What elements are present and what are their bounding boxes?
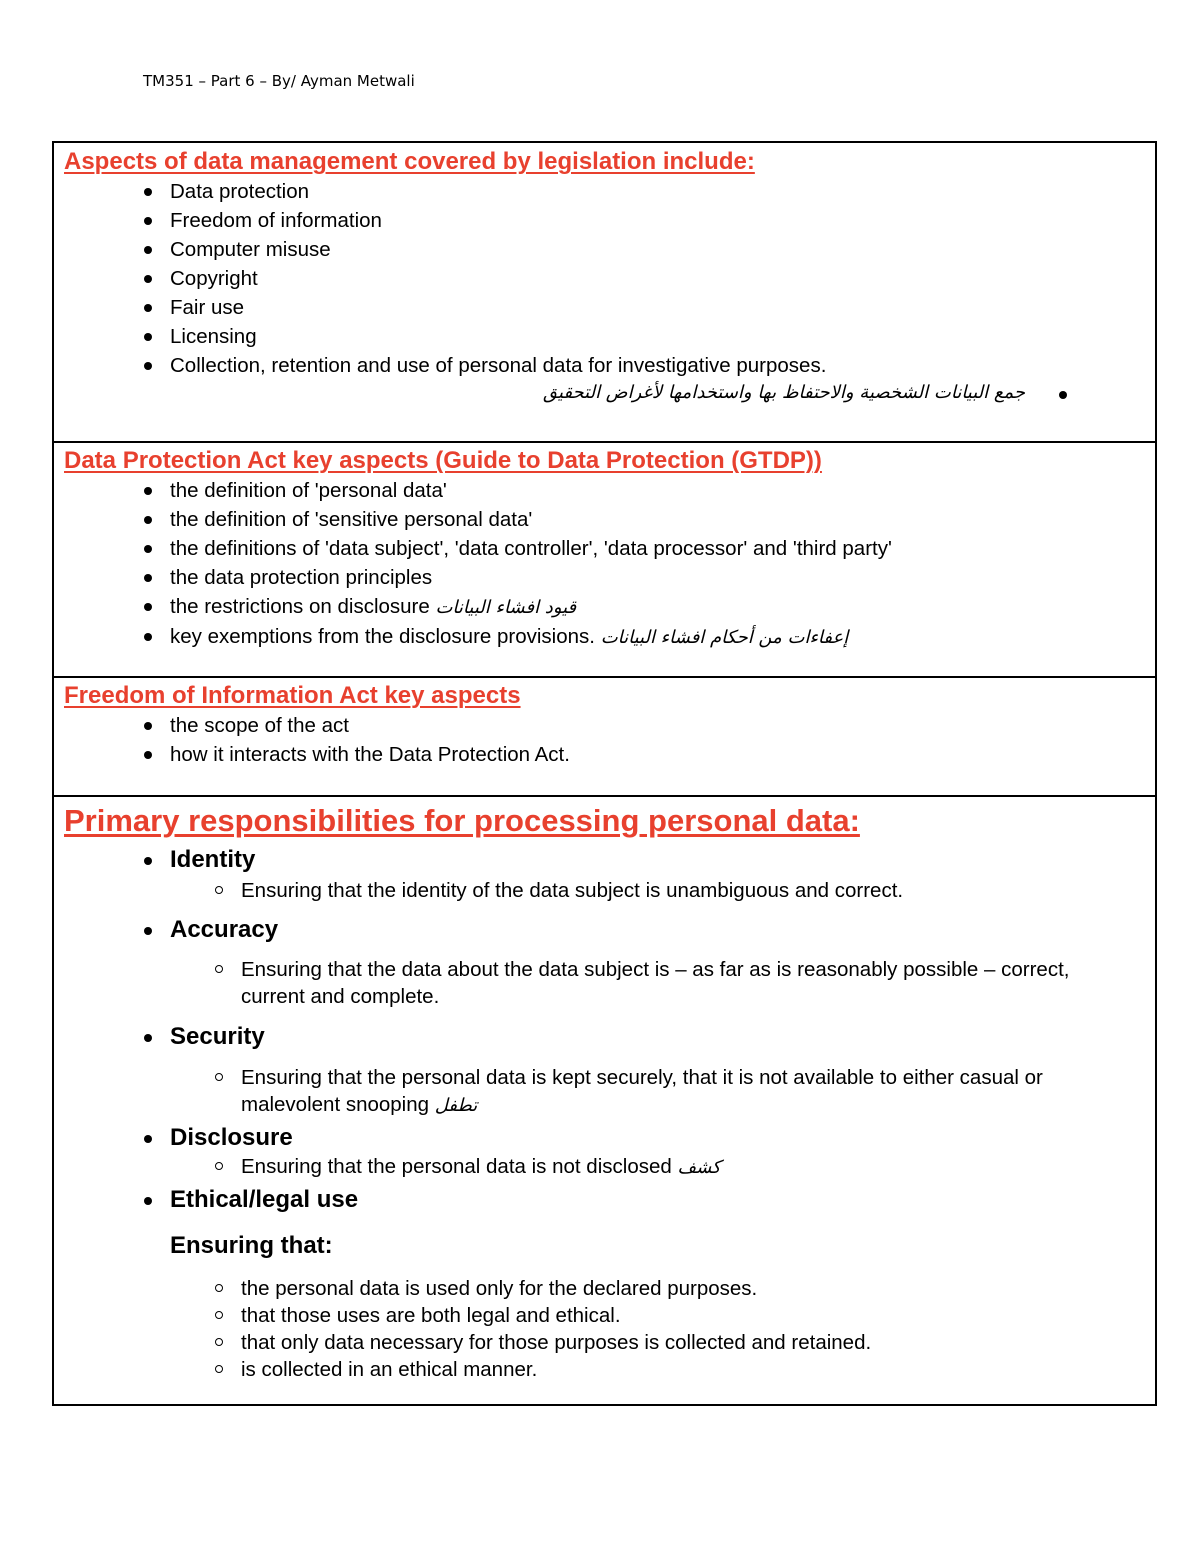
bullet-icon bbox=[144, 304, 152, 312]
responsibility-ethical-legal-use: Ethical/legal use bbox=[64, 1185, 1145, 1215]
page-header: TM351 – Part 6 – By/ Ayman Metwali bbox=[143, 72, 415, 90]
list-item: the scope of the act bbox=[64, 711, 1145, 740]
hollow-bullet-icon bbox=[215, 965, 223, 973]
bullet-icon bbox=[144, 1135, 152, 1143]
list-item: key exemptions from the disclosure provisions. إعفاءات من أحكام افشاء البيانات bbox=[64, 622, 1145, 652]
sub-item: that only data necessary for those purposes is collected and retained. bbox=[64, 1329, 1145, 1356]
arabic-translation: إعفاءات من أحكام افشاء البيانات bbox=[600, 627, 849, 648]
hollow-bullet-icon bbox=[215, 1365, 223, 1373]
hollow-bullet-icon bbox=[215, 1073, 223, 1081]
bullet-icon bbox=[144, 603, 152, 611]
list-item: the definition of 'personal data' bbox=[64, 476, 1145, 505]
list-item: the restrictions on disclosure قيود افشاء البيانات bbox=[64, 592, 1145, 622]
section-freedom-of-information-act bbox=[54, 678, 1155, 797]
list-item: the definitions of 'data subject', 'data controller', 'data processor' and 'third party' bbox=[64, 534, 1145, 563]
list-item: Freedom of information bbox=[64, 206, 1145, 235]
list-item: the data protection principles bbox=[64, 563, 1145, 592]
bullet-icon bbox=[144, 362, 152, 370]
arabic-text: جمع البيانات الشخصية والاحتفاظ بها واستخدامها لأغراض التحقيق bbox=[543, 382, 1025, 403]
responsibility-disclosure: Disclosure bbox=[64, 1123, 1145, 1153]
sub-item: that those uses are both legal and ethical. bbox=[64, 1302, 1145, 1329]
arabic-translation: كشف bbox=[677, 1157, 721, 1178]
section-heading: Freedom of Information Act key aspects bbox=[64, 682, 521, 709]
bullet-icon bbox=[144, 217, 152, 225]
responsibility-accuracy: Accuracy bbox=[64, 915, 1145, 945]
arabic-list-item bbox=[64, 380, 1145, 410]
section-heading: Aspects of data management covered by legislation include: bbox=[64, 148, 755, 175]
ensuring-that-label: Ensuring that: bbox=[170, 1232, 333, 1259]
bullet-icon bbox=[144, 1034, 152, 1042]
hollow-bullet-icon bbox=[215, 886, 223, 894]
list-item: the definition of 'sensitive personal data' bbox=[64, 505, 1145, 534]
arabic-translation: قيود افشاء البيانات bbox=[435, 597, 577, 618]
section-data-protection-act bbox=[54, 443, 1155, 678]
sub-item: Ensuring that the personal data is not disclosed كشف bbox=[64, 1153, 1145, 1181]
responsibility-security: Security bbox=[64, 1022, 1145, 1052]
bullet-list bbox=[64, 476, 1145, 652]
list-item: Collection, retention and use of personal data for investigative purposes. bbox=[64, 351, 1145, 380]
list-item: Computer misuse bbox=[64, 235, 1145, 264]
section-legislation-aspects bbox=[54, 143, 1155, 443]
section-heading: Data Protection Act key aspects (Guide to Data Protection (GTDP)) bbox=[64, 447, 822, 474]
bullet-icon bbox=[144, 246, 152, 254]
sub-item: the personal data is used only for the declared purposes. bbox=[64, 1275, 1145, 1302]
hollow-bullet-icon bbox=[215, 1338, 223, 1346]
bullet-icon bbox=[144, 633, 152, 641]
hollow-bullet-icon bbox=[215, 1284, 223, 1292]
bullet-icon bbox=[144, 722, 152, 730]
list-item: how it interacts with the Data Protection Act. bbox=[64, 740, 1145, 769]
section-primary-responsibilities bbox=[54, 797, 1155, 1406]
bullet-list bbox=[64, 177, 1145, 380]
bullet-icon bbox=[144, 188, 152, 196]
bullet-icon bbox=[144, 574, 152, 582]
bullet-icon bbox=[144, 857, 152, 865]
arabic-translation: تطفل bbox=[434, 1095, 478, 1116]
list-item: Fair use bbox=[64, 293, 1145, 322]
hollow-bullet-icon bbox=[215, 1311, 223, 1319]
list-item: Copyright bbox=[64, 264, 1145, 293]
list-item: Licensing bbox=[64, 322, 1145, 351]
content-table bbox=[52, 141, 1157, 1406]
bullet-icon bbox=[144, 1197, 152, 1205]
sub-item: Ensuring that the data about the data subject is – as far as is reasonably possible – correct, current and complete. bbox=[64, 956, 1145, 1010]
bullet-icon bbox=[144, 545, 152, 553]
responsibility-identity: Identity bbox=[64, 845, 1145, 875]
sub-list bbox=[64, 1275, 1145, 1383]
sub-item: Ensuring that the personal data is kept securely, that it is not available to either casual or malevolent snooping تطفل bbox=[64, 1064, 1145, 1119]
bullet-icon bbox=[1059, 391, 1067, 399]
bullet-icon bbox=[144, 516, 152, 524]
section-heading: Primary responsibilities for processing personal data: bbox=[64, 803, 860, 838]
sub-item: Ensuring that the identity of the data subject is unambiguous and correct. bbox=[64, 877, 1145, 904]
bullet-icon bbox=[144, 927, 152, 935]
bullet-icon bbox=[144, 751, 152, 759]
hollow-bullet-icon bbox=[215, 1162, 223, 1170]
bullet-icon bbox=[144, 487, 152, 495]
bullet-icon bbox=[144, 333, 152, 341]
sub-item: is collected in an ethical manner. bbox=[64, 1356, 1145, 1383]
list-item: Data protection bbox=[64, 177, 1145, 206]
bullet-icon bbox=[144, 275, 152, 283]
bullet-list bbox=[64, 711, 1145, 769]
